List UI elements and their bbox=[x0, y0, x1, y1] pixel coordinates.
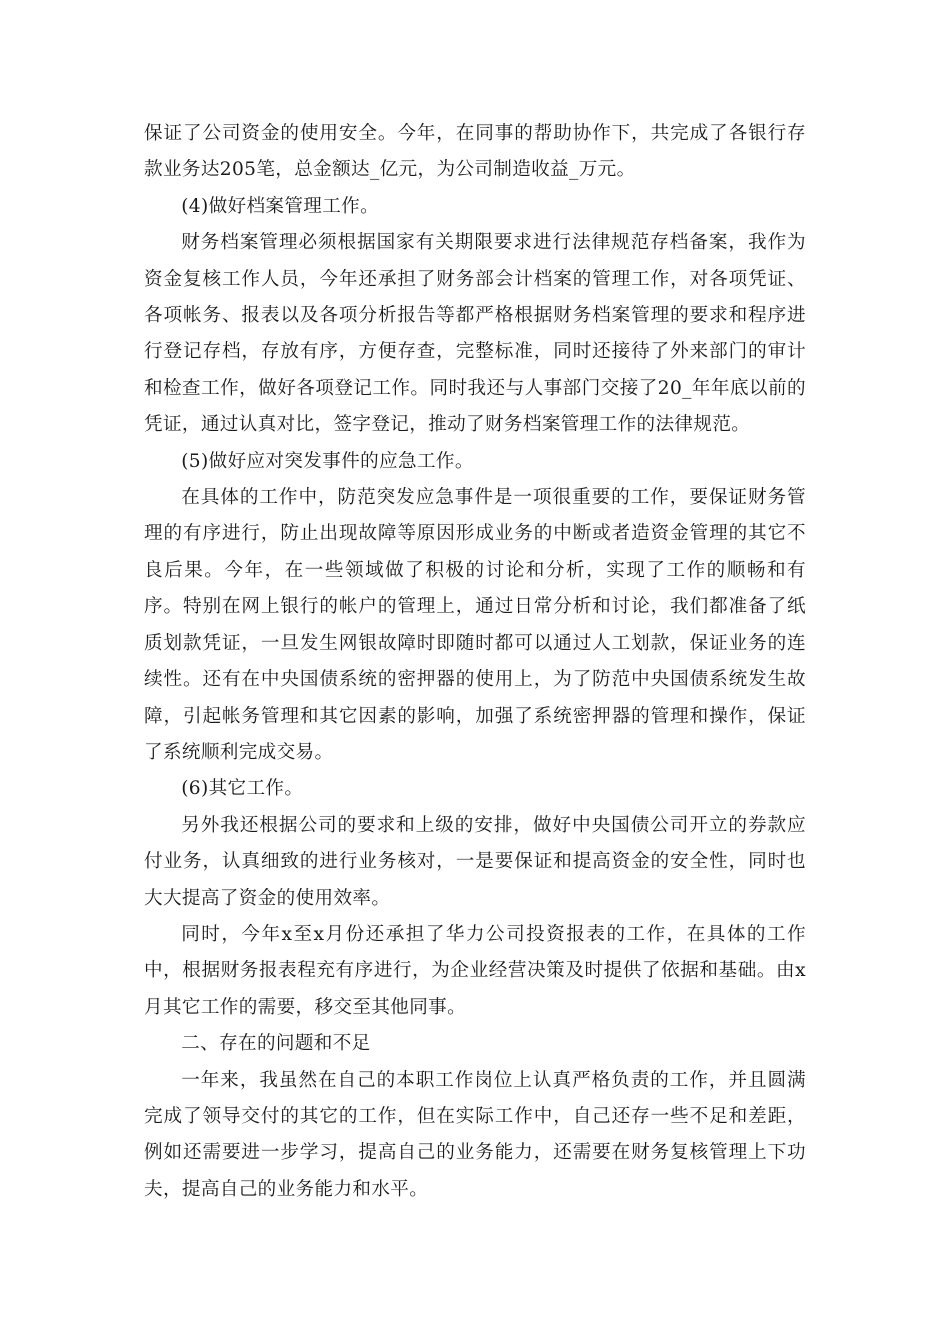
section-heading-archives: (4)做好档案管理工作。 bbox=[181, 195, 380, 217]
paragraph-other-work-1: 另外我还根据公司的要求和上级的安排，做好中央国债公司开立的券款应付业务，认真细致的进行业务核对，一是要保证和提高资金的安全性，同时也大大提高了资金的使用效率。 bbox=[144, 814, 806, 909]
paragraph-continuation: 保证了公司资金的使用安全。今年，在同事的帮助协作下，共完成了各银行存款业务达205笔，总金额达_亿元，为公司制造收益_万元。 bbox=[144, 123, 806, 181]
document-body bbox=[144, 116, 806, 1208]
paragraph-problems: 一年来，我虽然在自己的本职工作岗位上认真严格负责的工作，并且圆满完成了领导交付的其它的工作，但在实际工作中，自己还存一些不足和差距，例如还需要进一步学习，提高自己的业务能力，还需要在财务复核管理上下功夫，提高自己的业务能力和水平。 bbox=[144, 1069, 806, 1200]
section-heading-emergency: (5)做好应对突发事件的应急工作。 bbox=[181, 450, 474, 472]
section-heading-other-work: (6)其它工作。 bbox=[181, 778, 304, 800]
paragraph-archives: 财务档案管理必须根据国家有关期限要求进行法律规范存档备案，我作为资金复核工作人员，今年还承担了财务部会计档案的管理工作，对各项凭证、各项帐务、报表以及各项分析报告等都严格根据财务档案管理的要求和程序进行登记存档，存放有序，方便存查，完整标准，同时还接待了外来部门的审计和检查工作，做好各项登记工作。同时我还与人事部门交接了20_年年底以前的凭证，通过认真对比，签字登记，推动了财务档案管理工作的法律规范。 bbox=[144, 232, 806, 436]
paragraph-emergency: 在具体的工作中，防范突发应急事件是一项很重要的工作，要保证财务管理的有序进行，防止出现故障等原因形成业务的中断或者造资金管理的其它不良后果。今年，在一些领域做了积极的讨论和分析，实现了工作的顺畅和有序。特别在网上银行的帐户的管理上，通过日常分析和讨论，我们都准备了纸质划款凭证，一旦发生网银故障时即随时都可以通过人工划款，保证业务的连续性。还有在中央国债系统的密押器的使用上，为了防范中央国债系统发生故障，引起帐务管理和其它因素的影响，加强了系统密押器的管理和操作，保证了系统顺利完成交易。 bbox=[144, 487, 806, 763]
paragraph-other-work-2: 同时，今年x至x月份还承担了华力公司投资报表的工作，在具体的工作中，根据财务报表程充有序进行，为企业经营决策及时提供了依据和基础。由x月其它工作的需要，移交至其他同事。 bbox=[144, 923, 806, 1018]
section-heading-problems: 二、存在的问题和不足 bbox=[181, 1033, 371, 1055]
